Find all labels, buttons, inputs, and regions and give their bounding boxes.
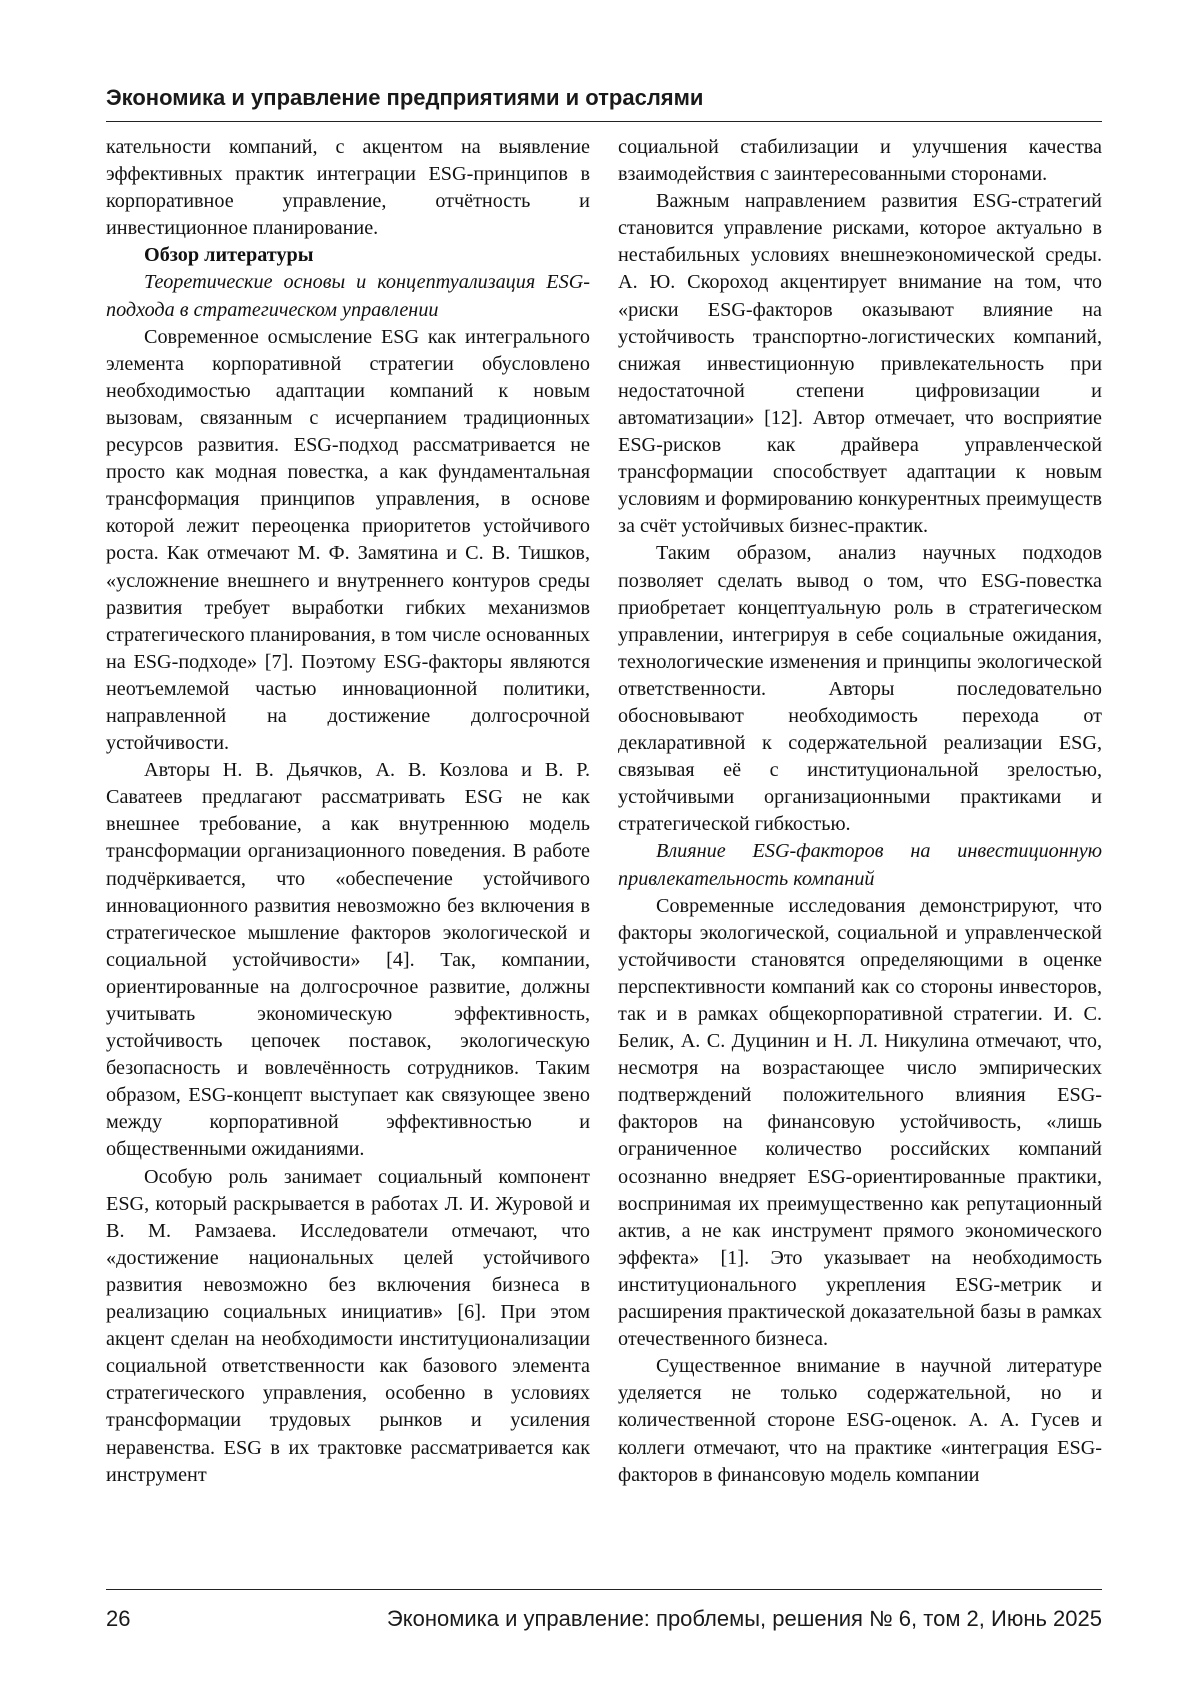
footer-rule	[106, 1589, 1102, 1590]
paragraph: социальной стабилизации и улучшения качества взаимодействия с заинтересованными сторонами.	[618, 136, 1102, 186]
paragraph: Существенное внимание в научной литературе уделяется не только содержательной, но и количественной стороне ESG-оценок. А. А. Гусев и коллеги отмечают, что на практике «интеграция ESG-факторов в финансовую модель компании	[618, 1355, 1102, 1486]
paragraph: кательности компаний, с акцентом на выявление эффективных практик интеграции ESG-принципов в корпоративное управление, отчётность и инвестиционное планирование.	[106, 136, 590, 240]
subsection-heading: Влияние ESG-факторов на инвестиционную привлекательность компаний	[618, 840, 1102, 890]
page-number: 26	[106, 1606, 131, 1631]
header-rule	[106, 121, 1102, 122]
section-heading: Обзор литературы	[144, 244, 314, 267]
running-header: Экономика и управление предприятиями и отраслями	[106, 85, 704, 110]
paragraph: Авторы Н. В. Дьячков, А. В. Козлова и В. Р. Саватеев предлагают рассматривать ESG не как внешнее требование, а как внутреннюю модель трансформации организационного поведения. В работе подчёркивается, что «обеспечение устойчивого инновационного развития невозможно без включения в стратегическое мышление факторов экологической и социальной устойчивости» [4]. Так, компании, ориентированные на долгосрочное развитие, должны учитывать экономическую эффективность, устойчивость цепочек поставок, экологическую безопасность и вовлечённость сотрудников. Таким образом, ESG-концепт выступает как связующее звено между корпоративной эффективностью и общественными ожиданиями.	[106, 759, 590, 1161]
paragraph: Современное осмысление ESG как интегрального элемента корпоративной стратегии обусловлено необходимостью адаптации компаний к новым вызовам, связанным с исчерпанием традиционных ресурсов развития. ESG-подход рассматривается не просто как модная повестка, а как фундаментальная трансформация принципов управления, в основе которой лежит переоценка приоритетов устойчивого роста. Как отмечают М. Ф. Замятина и С. В. Тишков, «усложнение внешнего и внутреннего контуров среды развития требует выработки гибких механизмов стратегического планирования, в том числе основанных на ESG-подходе» [7]. Поэтому ESG-факторы являются неотъемлемой частью инновационной политики, направленной на достижение долгосрочной устойчивости.	[106, 325, 590, 755]
paragraph: Современные исследования демонстрируют, что факторы экологической, социальной и управленческой устойчивости становятся определяющими в оценке перспективности компаний как со стороны инвесторов, так и в рамках общекорпоративной стратегии. И. С. Белик, А. С. Дуцинин и Н. Л. Никулина отмечают, что, несмотря на возрастающее число эмпирических подтверждений положительного влияния ESG-факторов на финансовую устойчивость, «лишь ограниченное количество российских компаний осознанно внедряет ESG-ориентированные практики, воспринимая их преимущественно как репутационный актив, а не как инструмент прямого экономического эффекта» [1]. Это указывает на необходимость институционального укрепления ESG-метрик и расширения практической доказательной базы в рамках отечественного бизнеса.	[618, 894, 1102, 1351]
paragraph: Важным направлением развития ESG-стратегий становится управление рисками, которое актуально в нестабильных условиях внешнеэкономической среды. А. Ю. Скороход акцентирует внимание на том, что «риски ESG-факторов оказывают влияние на устойчивость транспортно-логистических компаний, снижая инвестиционную привлекательность при недостаточной степени цифровизации и автоматизации» [12]. Автор отмечает, что восприятие ESG-рисков как драйвера управленческой трансформации способствует адаптации к новым условиям и формированию конкурентных преимуществ за счёт устойчивых бизнес-практик.	[618, 190, 1102, 538]
left-column	[106, 134, 590, 1580]
right-column	[618, 134, 1102, 1580]
page-footer	[106, 1604, 1102, 1634]
paragraph: Таким образом, анализ научных подходов позволяет сделать вывод о том, что ESG-повестка приобретает концептуальную роль в стратегическом управлении, интегрируя в себе социальные ожидания, технологические изменения и принципы экологической ответственности. Авторы последовательно обосновывают необходимость перехода от декларативной к содержательной реализации ESG, связывая её с институциональной зрелостью, устойчивыми организационными практиками и стратегической гибкостью.	[618, 542, 1102, 836]
subsection-heading: Теоретические основы и концептуализация ESG-подхода в стратегическом управлении	[106, 271, 590, 321]
journal-info: Экономика и управление: проблемы, решения № 6, том 2, Июнь 2025	[386, 1606, 1102, 1631]
paragraph: Особую роль занимает социальный компонент ESG, который раскрывается в работах Л. И. Журовой и В. М. Рамзаева. Исследователи отмечают, что «достижение национальных целей устойчивого развития невозможно без включения бизнеса в реализацию социальных инициатив» [6]. При этом акцент сделан на необходимости институционализации социальной ответственности как базового элемента стратегического управления, особенно в условиях трансформации трудовых рынков и усиления неравенства. ESG в их трактовке рассматривается как инструмент	[106, 1165, 590, 1486]
